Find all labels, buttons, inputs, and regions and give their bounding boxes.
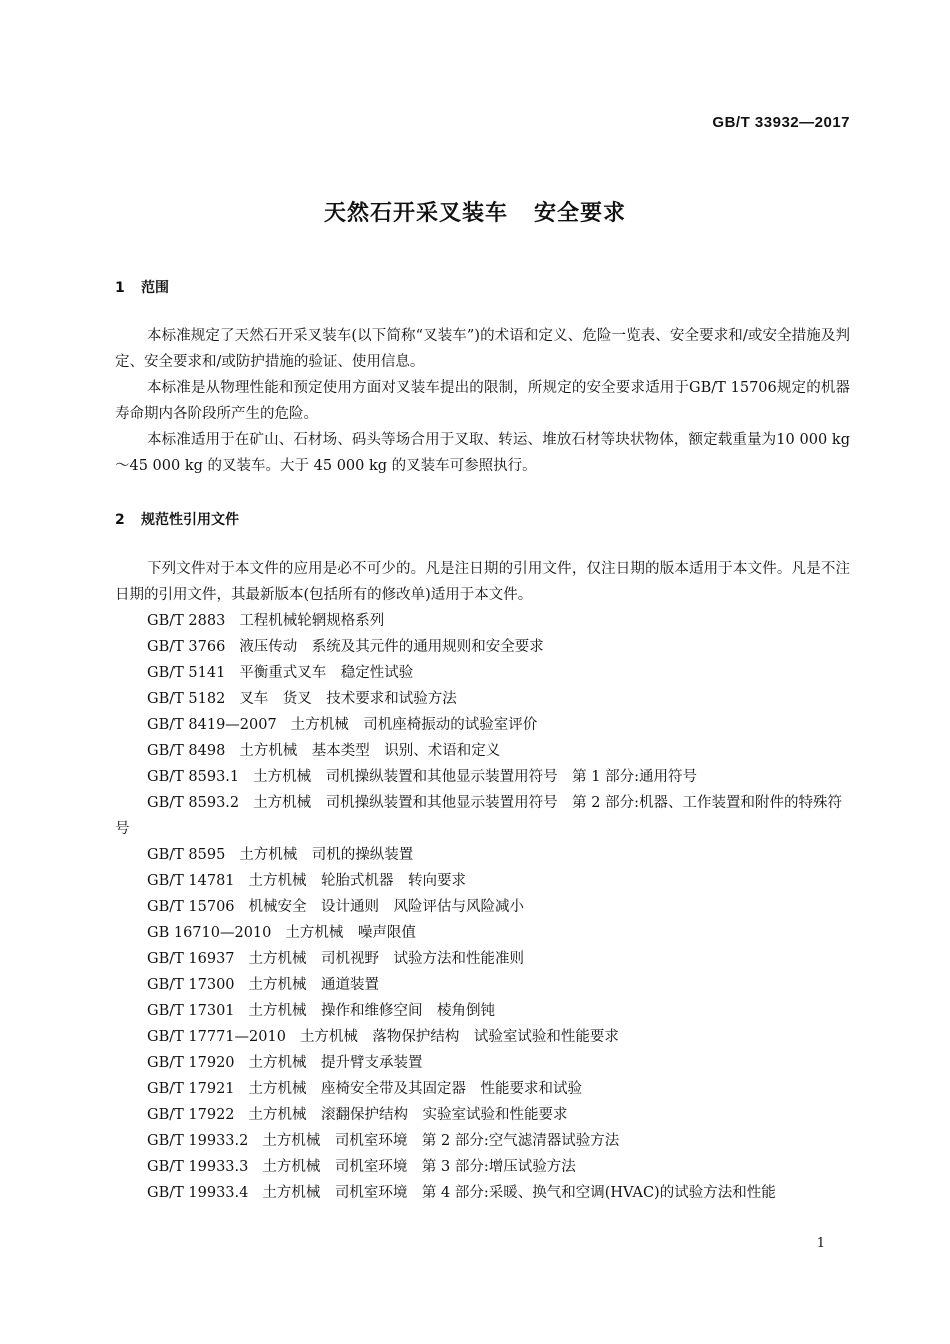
reference-title: 土方机械 司机室环境 第 2 部分:空气滤清器试验方法 [262, 1133, 620, 1149]
section-title: 规范性引用文件 [141, 512, 239, 528]
reference-item [115, 634, 850, 660]
reference-title: 土方机械 司机座椅振动的试验室评价 [290, 717, 538, 733]
section-1-paragraph-2: 本标准是从物理性能和预定使用方面对叉装车提出的限制，所规定的安全要求适用于GB/T 15706规定的机器寿命期内各阶段所产生的危险。 [115, 380, 850, 422]
section-2-heading [115, 509, 239, 529]
reference-code: GB/T 17921 [147, 1081, 235, 1097]
reference-code: GB/T 3766 [147, 639, 226, 655]
section-number: 2 [115, 512, 125, 528]
reference-item [115, 868, 850, 894]
reference-code: GB/T 19933.2 [147, 1133, 249, 1149]
reference-title: 土方机械 滚翻保护结构 实验室试验和性能要求 [248, 1107, 568, 1123]
reference-item [115, 790, 850, 842]
reference-title: 土方机械 轮胎式机器 转向要求 [248, 873, 467, 889]
section-1-paragraph-1: 本标准规定了天然石开采叉装车(以下简称“叉装车”)的术语和定义、危险一览表、安全要求和/或安全措施及判定、安全要求和/或防护措施的验证、使用信息。 [115, 328, 850, 370]
reference-code: GB/T 19933.3 [147, 1159, 249, 1175]
reference-title: 工程机械轮辋规格系列 [239, 613, 385, 629]
reference-item [115, 738, 850, 764]
reference-code: GB/T 8498 [147, 743, 226, 759]
reference-code: GB/T 14781 [147, 873, 235, 889]
reference-title: 土方机械 基本类型 识别、术语和定义 [239, 743, 501, 759]
reference-list [115, 608, 850, 1206]
section-1-paragraph-3: 本标准适用于在矿山、石材场、码头等场合用于叉取、转运、堆放石材等块状物体，额定载重量为10 000 kg～45 000 kg 的叉装车。大于 45 000 kg 的叉装车可参照执行。 [115, 432, 850, 474]
reference-title: 平衡重式叉车 稳定性试验 [239, 665, 414, 681]
title-part-2: 安全要求 [534, 201, 627, 226]
reference-item [115, 764, 850, 790]
reference-item [115, 998, 850, 1024]
reference-title: 叉车 货叉 技术要求和试验方法 [239, 691, 457, 707]
section-1-heading [115, 277, 169, 297]
reference-code: GB 16710—2010 [147, 925, 272, 941]
reference-title: 土方机械 落物保护结构 试验室试验和性能要求 [299, 1029, 619, 1045]
reference-code: GB/T 19933.4 [147, 1185, 249, 1201]
reference-title: 土方机械 司机操纵装置和其他显示装置用符号 第 1 部分:通用符号 [253, 769, 697, 785]
reference-item [115, 1128, 850, 1154]
reference-item [115, 1102, 850, 1128]
reference-title: 土方机械 提升臂支承装置 [248, 1055, 423, 1071]
reference-title: 土方机械 司机的操纵装置 [239, 847, 414, 863]
reference-code: GB/T 8593.2 [147, 795, 240, 811]
reference-item [115, 1154, 850, 1180]
reference-item [115, 686, 850, 712]
reference-code: GB/T 17301 [147, 1003, 235, 1019]
reference-title: 机械安全 设计通则 风险评估与风险减小 [248, 899, 525, 915]
reference-code: GB/T 2883 [147, 613, 226, 629]
standard-code: GB/T 33932—2017 [712, 114, 850, 131]
section-number: 1 [115, 280, 125, 296]
reference-code: GB/T 17920 [147, 1055, 235, 1071]
reference-code: GB/T 5182 [147, 691, 226, 707]
reference-item [115, 1180, 850, 1206]
reference-title: 土方机械 操作和维修空间 棱角倒钝 [248, 1003, 496, 1019]
reference-title: 土方机械 司机室环境 第 4 部分:采暖、换气和空调(HVAC)的试验方法和性能 [262, 1185, 776, 1201]
page-number: 1 [816, 1236, 825, 1251]
reference-item [115, 660, 850, 686]
reference-title: 土方机械 司机操纵装置和其他显示装置用符号 第 2 部分:机器、工作装置和附件的特殊符号 [115, 795, 842, 837]
reference-title: 液压传动 系统及其元件的通用规则和安全要求 [239, 639, 544, 655]
reference-item [115, 946, 850, 972]
reference-item [115, 608, 850, 634]
reference-code: GB/T 8595 [147, 847, 226, 863]
reference-title: 土方机械 座椅安全带及其固定器 性能要求和试验 [248, 1081, 583, 1097]
reference-item [115, 842, 850, 868]
reference-item [115, 972, 850, 998]
reference-title: 土方机械 噪声限值 [285, 925, 416, 941]
reference-item [115, 712, 850, 738]
reference-code: GB/T 8593.1 [147, 769, 240, 785]
reference-code: GB/T 15706 [147, 899, 235, 915]
reference-code: GB/T 5141 [147, 665, 226, 681]
reference-code: GB/T 17300 [147, 977, 235, 993]
reference-item [115, 1076, 850, 1102]
reference-code: GB/T 16937 [147, 951, 235, 967]
section-title: 范围 [141, 280, 169, 296]
reference-item [115, 894, 850, 920]
document-title [0, 196, 950, 227]
reference-code: GB/T 17922 [147, 1107, 235, 1123]
reference-item [115, 1050, 850, 1076]
section-2-paragraph-1: 下列文件对于本文件的应用是必不可少的。凡是注日期的引用文件，仅注日期的版本适用于本文件。凡是不注日期的引用文件，其最新版本(包括所有的修改单)适用于本文件。 [115, 561, 850, 603]
reference-item [115, 920, 850, 946]
reference-title: 土方机械 司机室环境 第 3 部分:增压试验方法 [262, 1159, 576, 1175]
reference-title: 土方机械 司机视野 试验方法和性能准则 [248, 951, 525, 967]
reference-item [115, 1024, 850, 1050]
reference-code: GB/T 8419—2007 [147, 717, 277, 733]
reference-title: 土方机械 通道装置 [248, 977, 380, 993]
title-part-1: 天然石开采叉装车 [323, 201, 508, 226]
reference-code: GB/T 17771—2010 [147, 1029, 286, 1045]
